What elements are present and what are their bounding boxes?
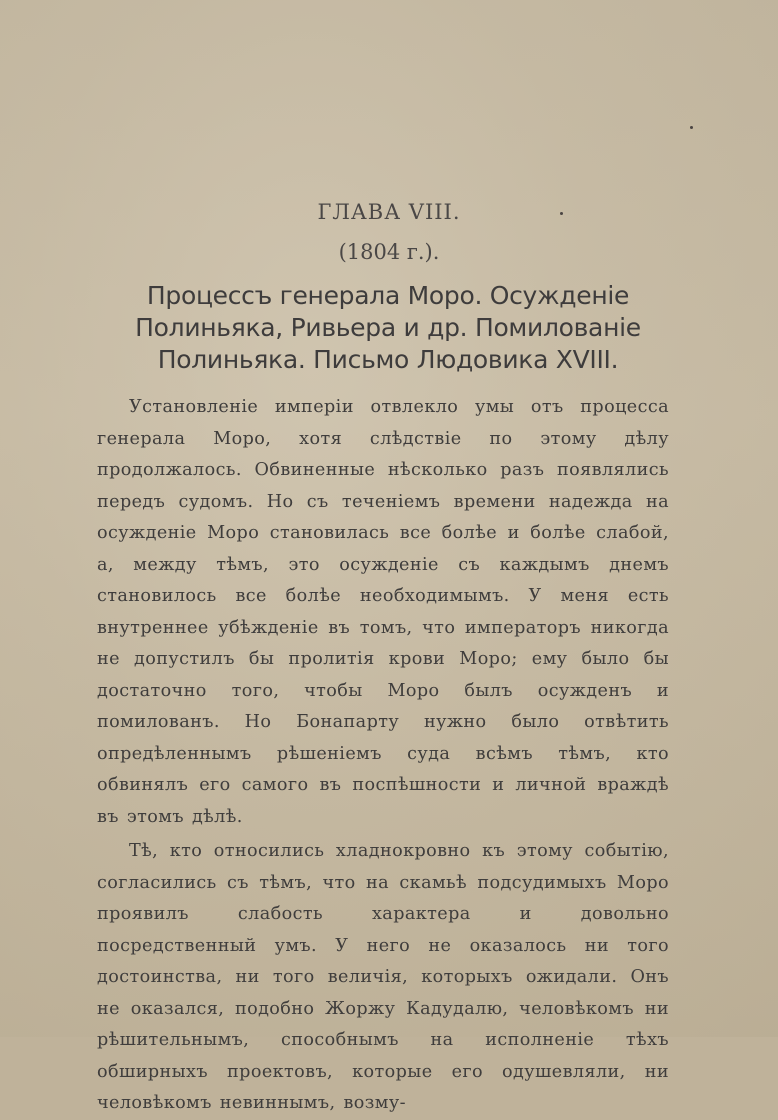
ink-speck [690, 126, 693, 129]
paragraph-2: Тѣ, кто относились хладнокровно къ этому событію, согласились съ тѣмъ, что на скамьѣ подсудимыхъ Моро проявилъ слабость характера и довольно посредственный умъ. У него не оказалось ни того достоинства, ни того величія, которыхъ ожидали. Онъ не оказался, подобно Жоржу Кадудалю, человѣкомъ ни рѣшительнымъ, способнымъ на исполненіе тѣхъ обширныхъ проектовъ, которые его одушевляли, ни человѣкомъ невиннымъ, возму- [97, 841, 669, 1113]
ink-speck [560, 212, 563, 215]
chapter-year: (1804 г.). [338, 240, 440, 264]
paragraph-1: Установленіе имперіи отвлекло умы отъ процесса генерала Моро, хотя слѣдствіе по этому дѣлу продолжалось. Обвиненные нѣсколько разъ появлялись передъ судомъ. Но съ теченіемъ времени надежда на осужденіе Моро становилась все болѣе и болѣе слабой, а, между тѣмъ, это осужденіе съ каждымъ днемъ становилось все болѣе необходимымъ. У меня есть внутреннее убѣжденіе въ томъ, что императоръ никогда не допустилъ бы пролитія крови Моро; ему было бы достаточно того, чтобы Моро былъ осужденъ и помилованъ. Но Бонапарту нужно было отвѣтить опредѣленнымъ рѣшеніемъ суда всѣмъ тѣмъ, кто обвинялъ его самого въ поспѣшности и личной враждѣ въ этомъ дѣлѣ. [97, 397, 669, 827]
body-text [97, 392, 669, 1120]
chapter-heading: Процессъ генерала Моро. Осужденіе Полиньяка, Ривьера и др. Помилованіе Полиньяка. Письмо Людовика XVIII. [135, 281, 641, 374]
chapter-title: ГЛАВА VIII. [317, 200, 461, 224]
